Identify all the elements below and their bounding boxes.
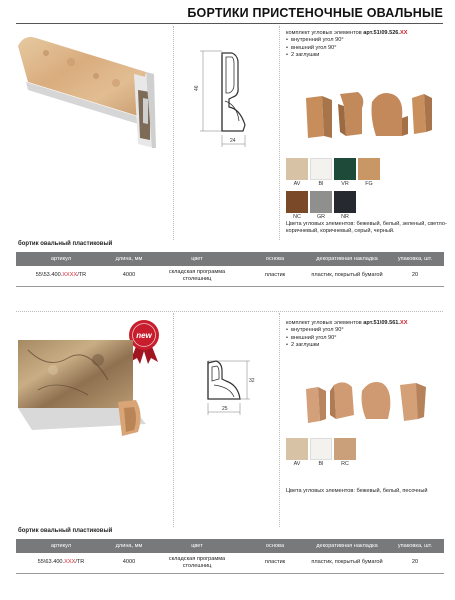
swatch-vr xyxy=(334,158,356,188)
cell-color: складская программа столешниц xyxy=(152,266,242,286)
cell-overlay: пластик, покрытый бумагой xyxy=(308,553,386,573)
cell-length: 4000 xyxy=(106,553,152,573)
color-swatches xyxy=(286,438,380,468)
kit-item: • 2 заглушки xyxy=(286,52,450,59)
swatch-chip xyxy=(286,191,308,213)
header-base: основа xyxy=(242,252,308,266)
kit-prefix: комплект угловых элементов xyxy=(286,30,364,36)
table-row xyxy=(16,266,444,286)
kit-item: • внутренний угол 90° xyxy=(286,327,450,334)
spec-table xyxy=(16,252,444,287)
header-base: основа xyxy=(242,539,308,553)
corner-elements-photo xyxy=(300,375,450,431)
header-length: длина, мм xyxy=(106,539,152,553)
dim-width: 24 xyxy=(230,138,236,144)
color-swatches xyxy=(286,158,380,221)
article-prefix: 55\53.400. xyxy=(35,272,63,279)
section-divider xyxy=(16,311,443,312)
new-badge-text: new xyxy=(136,331,152,340)
swatch-chip xyxy=(310,158,332,180)
cell-base: пластик xyxy=(242,553,308,573)
table-row xyxy=(16,553,444,573)
cell-article xyxy=(16,266,106,286)
swatch-code: NC xyxy=(293,214,301,220)
swatch-chip xyxy=(286,158,308,180)
column-divider xyxy=(173,313,174,527)
cell-pack: 20 xyxy=(386,266,444,286)
swatch-av xyxy=(286,158,308,188)
column-divider xyxy=(279,313,280,527)
swatch-code: RC xyxy=(341,461,349,467)
title-rule xyxy=(16,23,443,24)
page-title: БОРТИКИ ПРИСТЕНОЧНЫЕ ОВАЛЬНЫЕ xyxy=(187,6,443,20)
cell-length: 4000 xyxy=(106,266,152,286)
corner-colors-text: Цвета угловых элементов: бежевый, белый, песочный xyxy=(286,488,428,494)
swatch-chip xyxy=(334,191,356,213)
header-article: артикул xyxy=(16,539,106,553)
article-xx: XXXX xyxy=(62,272,78,279)
dim-height: 46 xyxy=(194,85,200,91)
header-overlay: декоративная накладка xyxy=(308,252,386,266)
header-length: длина, мм xyxy=(106,252,152,266)
corner-colors-text: Цвета угловых элементов: бежевый, белый, зеленый, светло-коричневый, коричневый, серый, черный. xyxy=(286,221,447,235)
profile-drawing xyxy=(186,345,271,435)
cell-base: пластик xyxy=(242,266,308,286)
swatch-av xyxy=(286,438,308,468)
article-suffix: /TR xyxy=(75,559,85,566)
kit-item: • внутренний угол 90° xyxy=(286,37,450,44)
swatch-bi xyxy=(310,158,332,188)
cell-color: складская программа столешниц xyxy=(152,553,242,573)
header-pack: упаковка, шт. xyxy=(386,252,444,266)
swatch-rc xyxy=(334,438,356,468)
product-photo-molding xyxy=(16,28,168,148)
swatch-fg xyxy=(358,158,380,188)
profile-drawing xyxy=(185,45,270,155)
spec-table xyxy=(16,539,444,574)
swatch-code: AV xyxy=(293,181,301,187)
corner-elements-photo xyxy=(300,88,450,148)
kit-info xyxy=(286,320,450,350)
swatch-nc xyxy=(286,191,308,221)
dim-width: 25 xyxy=(222,406,228,412)
header-article: артикул xyxy=(16,252,106,266)
swatch-chip xyxy=(358,158,380,180)
header-overlay: декоративная накладка xyxy=(308,539,386,553)
swatch-code: GR xyxy=(316,214,326,220)
swatch-chip xyxy=(310,191,332,213)
swatch-chip xyxy=(334,438,356,460)
swatch-code: FG xyxy=(365,181,373,187)
product-photo-molding xyxy=(18,340,148,440)
kit-article-xx: XX xyxy=(399,30,408,36)
swatch-code: VR xyxy=(341,181,349,187)
swatch-code: BI xyxy=(318,461,324,467)
kit-item: • внешний угол 90° xyxy=(286,45,450,52)
swatch-gr xyxy=(310,191,332,221)
kit-article: арт.51\09.561. xyxy=(363,320,400,326)
article-prefix: 55\63.400. xyxy=(37,559,65,566)
swatch-chip xyxy=(334,158,356,180)
kit-info xyxy=(286,30,450,60)
kit-article-xx: XX xyxy=(399,320,408,326)
swatch-code: NR xyxy=(341,214,349,220)
kit-article: арт.51\09.526. xyxy=(363,30,400,36)
cell-pack: 20 xyxy=(386,553,444,573)
header-color: цвет xyxy=(152,539,242,553)
cell-overlay: пластик, покрытый бумагой xyxy=(308,266,386,286)
column-divider xyxy=(173,26,174,240)
product-label: бортик овальный пластиковый xyxy=(18,528,113,534)
header-pack: упаковка, шт. xyxy=(386,539,444,553)
kit-item: • внешний угол 90° xyxy=(286,335,450,342)
kit-item: • 2 заглушки xyxy=(286,342,450,349)
dim-height: 32 xyxy=(249,378,255,384)
swatch-chip xyxy=(310,438,332,460)
swatch-bi xyxy=(310,438,332,468)
column-divider xyxy=(279,26,280,240)
article-suffix: /TR xyxy=(77,272,87,279)
kit-prefix: комплект угловых элементов xyxy=(286,320,364,326)
swatch-code: AV xyxy=(293,461,301,467)
product-label: бортик овальный пластиковый xyxy=(18,241,113,247)
cell-article xyxy=(16,553,106,573)
article-xx: XXX xyxy=(64,559,76,566)
swatch-code: BI xyxy=(318,181,324,187)
swatch-nr xyxy=(334,191,356,221)
swatch-chip xyxy=(286,438,308,460)
header-color: цвет xyxy=(152,252,242,266)
